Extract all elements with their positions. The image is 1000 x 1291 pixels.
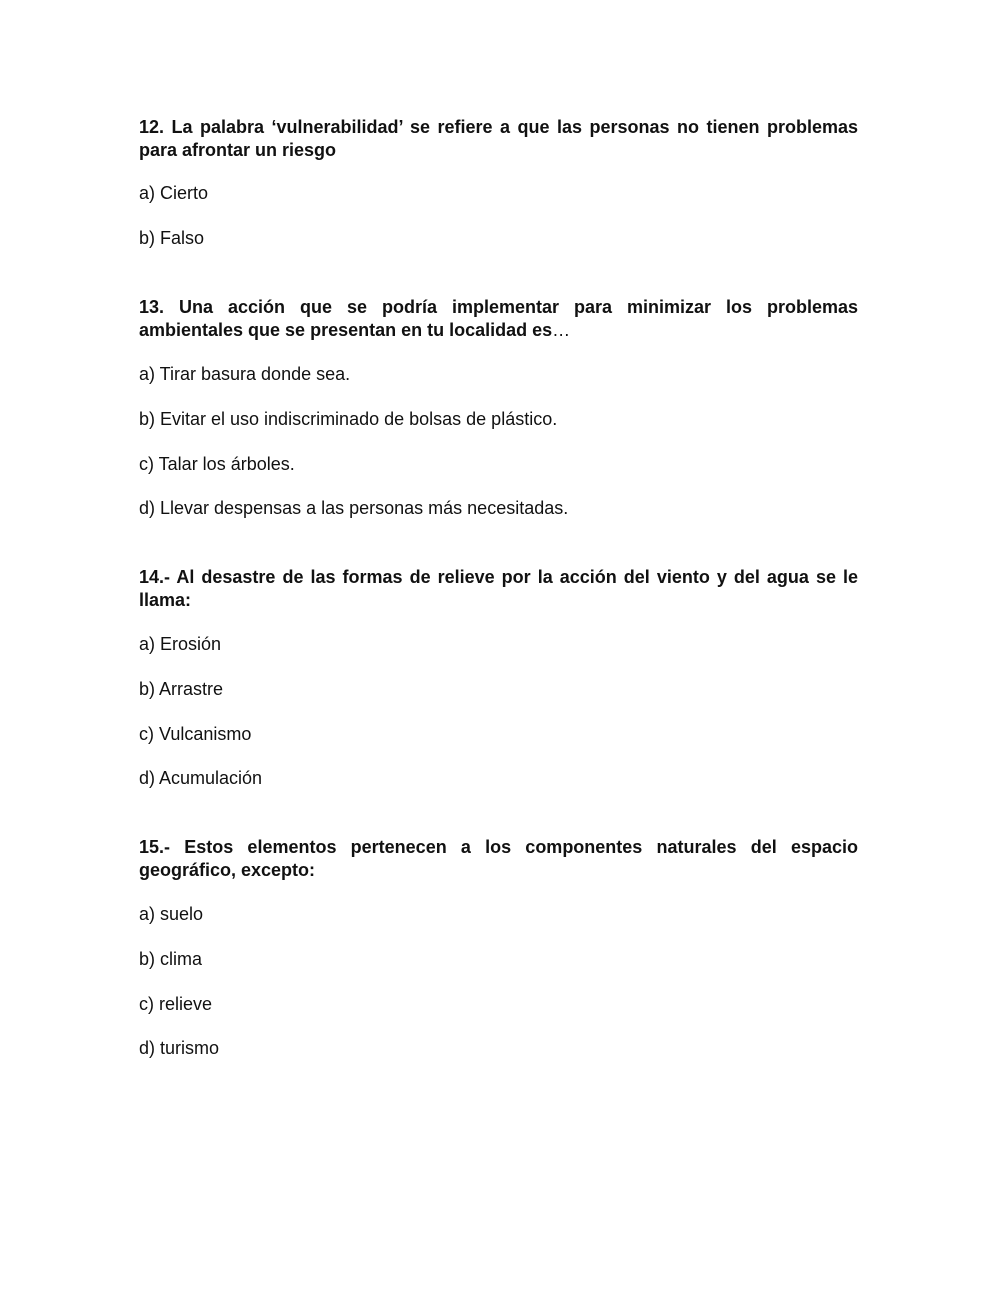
question-14-option-a[interactable]: a) Erosión bbox=[139, 634, 222, 654]
question-13-option-b[interactable]: b) Evitar el uso indiscriminado de bolsas de plástico. bbox=[139, 409, 558, 429]
question-14-text: 14.- Al desastre de las formas de relieve por la acción del viento y del agua se le llama: bbox=[139, 567, 858, 610]
question-13-option-c[interactable]: c) Talar los árboles. bbox=[139, 454, 295, 474]
question-13-text: 13. Una acción que se podría implementar para minimizar los problemas ambientales que se presentan en tu localidad es… bbox=[139, 297, 858, 340]
question-14-option-c[interactable]: c) Vulcanismo bbox=[139, 724, 252, 744]
question-12 bbox=[139, 116, 858, 248]
question-14 bbox=[139, 566, 858, 788]
question-15-option-b[interactable]: b) clima bbox=[139, 949, 203, 969]
question-13-option-d[interactable]: d) Llevar despensas a las personas más necesitadas. bbox=[139, 498, 569, 518]
question-15 bbox=[139, 836, 858, 1058]
question-13-ellipsis: … bbox=[552, 320, 571, 340]
question-15-text: 15.- Estos elementos pertenecen a los componentes naturales del espacio geográfico, excepto: bbox=[139, 837, 858, 880]
question-15-option-c[interactable]: c) relieve bbox=[139, 994, 213, 1014]
question-13 bbox=[139, 296, 858, 518]
question-12-option-b[interactable]: b) Falso bbox=[139, 228, 205, 248]
question-15-option-a[interactable]: a) suelo bbox=[139, 904, 204, 924]
question-13-option-a[interactable]: a) Tirar basura donde sea. bbox=[139, 364, 351, 384]
question-12-text: 12. La palabra ‘vulnerabilidad’ se refiere a que las personas no tienen problemas para afrontar un riesgo bbox=[139, 117, 858, 160]
question-12-option-a[interactable]: a) Cierto bbox=[139, 183, 209, 203]
question-15-option-d[interactable]: d) turismo bbox=[139, 1038, 220, 1058]
question-14-option-d[interactable]: d) Acumulación bbox=[139, 768, 263, 788]
question-14-option-b[interactable]: b) Arrastre bbox=[139, 679, 224, 699]
